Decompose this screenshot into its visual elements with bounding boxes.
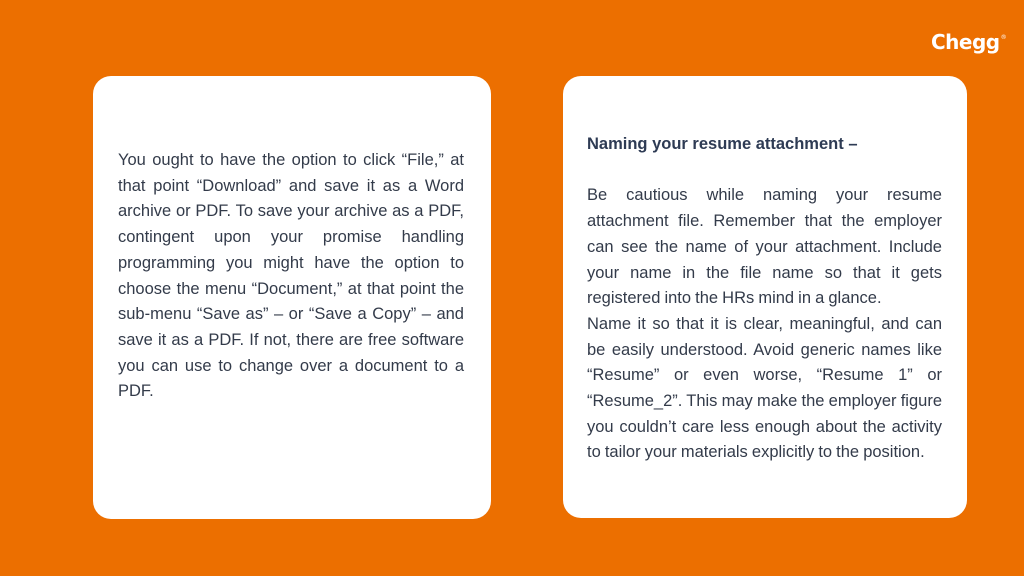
chegg-logo xyxy=(931,26,1006,54)
logo-text: Chegg xyxy=(931,30,1000,54)
right-card xyxy=(563,76,967,518)
right-card-paragraph-1: Be cautious while naming your resume attachment file. Remember that the employer can see the name of your attachment. Include your name in the file name so that it gets registered into the HRs mind in a glance. xyxy=(587,186,942,308)
right-card-heading: Naming your resume attachment – xyxy=(587,135,858,153)
right-card-paragraph-2: Name it so that it is clear, meaningful, and can be easily understood. Avoid generic names like “Resume” or even worse, “Resume 1” or “Resume_2”. This may make the employer figure you couldn’t care less enough about the activity to tailor your materials explicitly to the position. xyxy=(587,314,942,462)
registered-mark: ® xyxy=(1000,34,1007,41)
paragraph-spacer xyxy=(587,158,942,184)
left-card xyxy=(93,76,491,519)
left-card-body: You ought to have the option to click “File,” at that point “Download” and save it as a Word archive or PDF. To save your archive as a PDF, contingent upon your promise handling programming you might have the option to choose the menu “Document,” at that point the sub-menu “Save as” – or “Save a Copy” – and save it as a PDF. If not, there are free software you can use to change over a document to a PDF. xyxy=(118,151,464,401)
